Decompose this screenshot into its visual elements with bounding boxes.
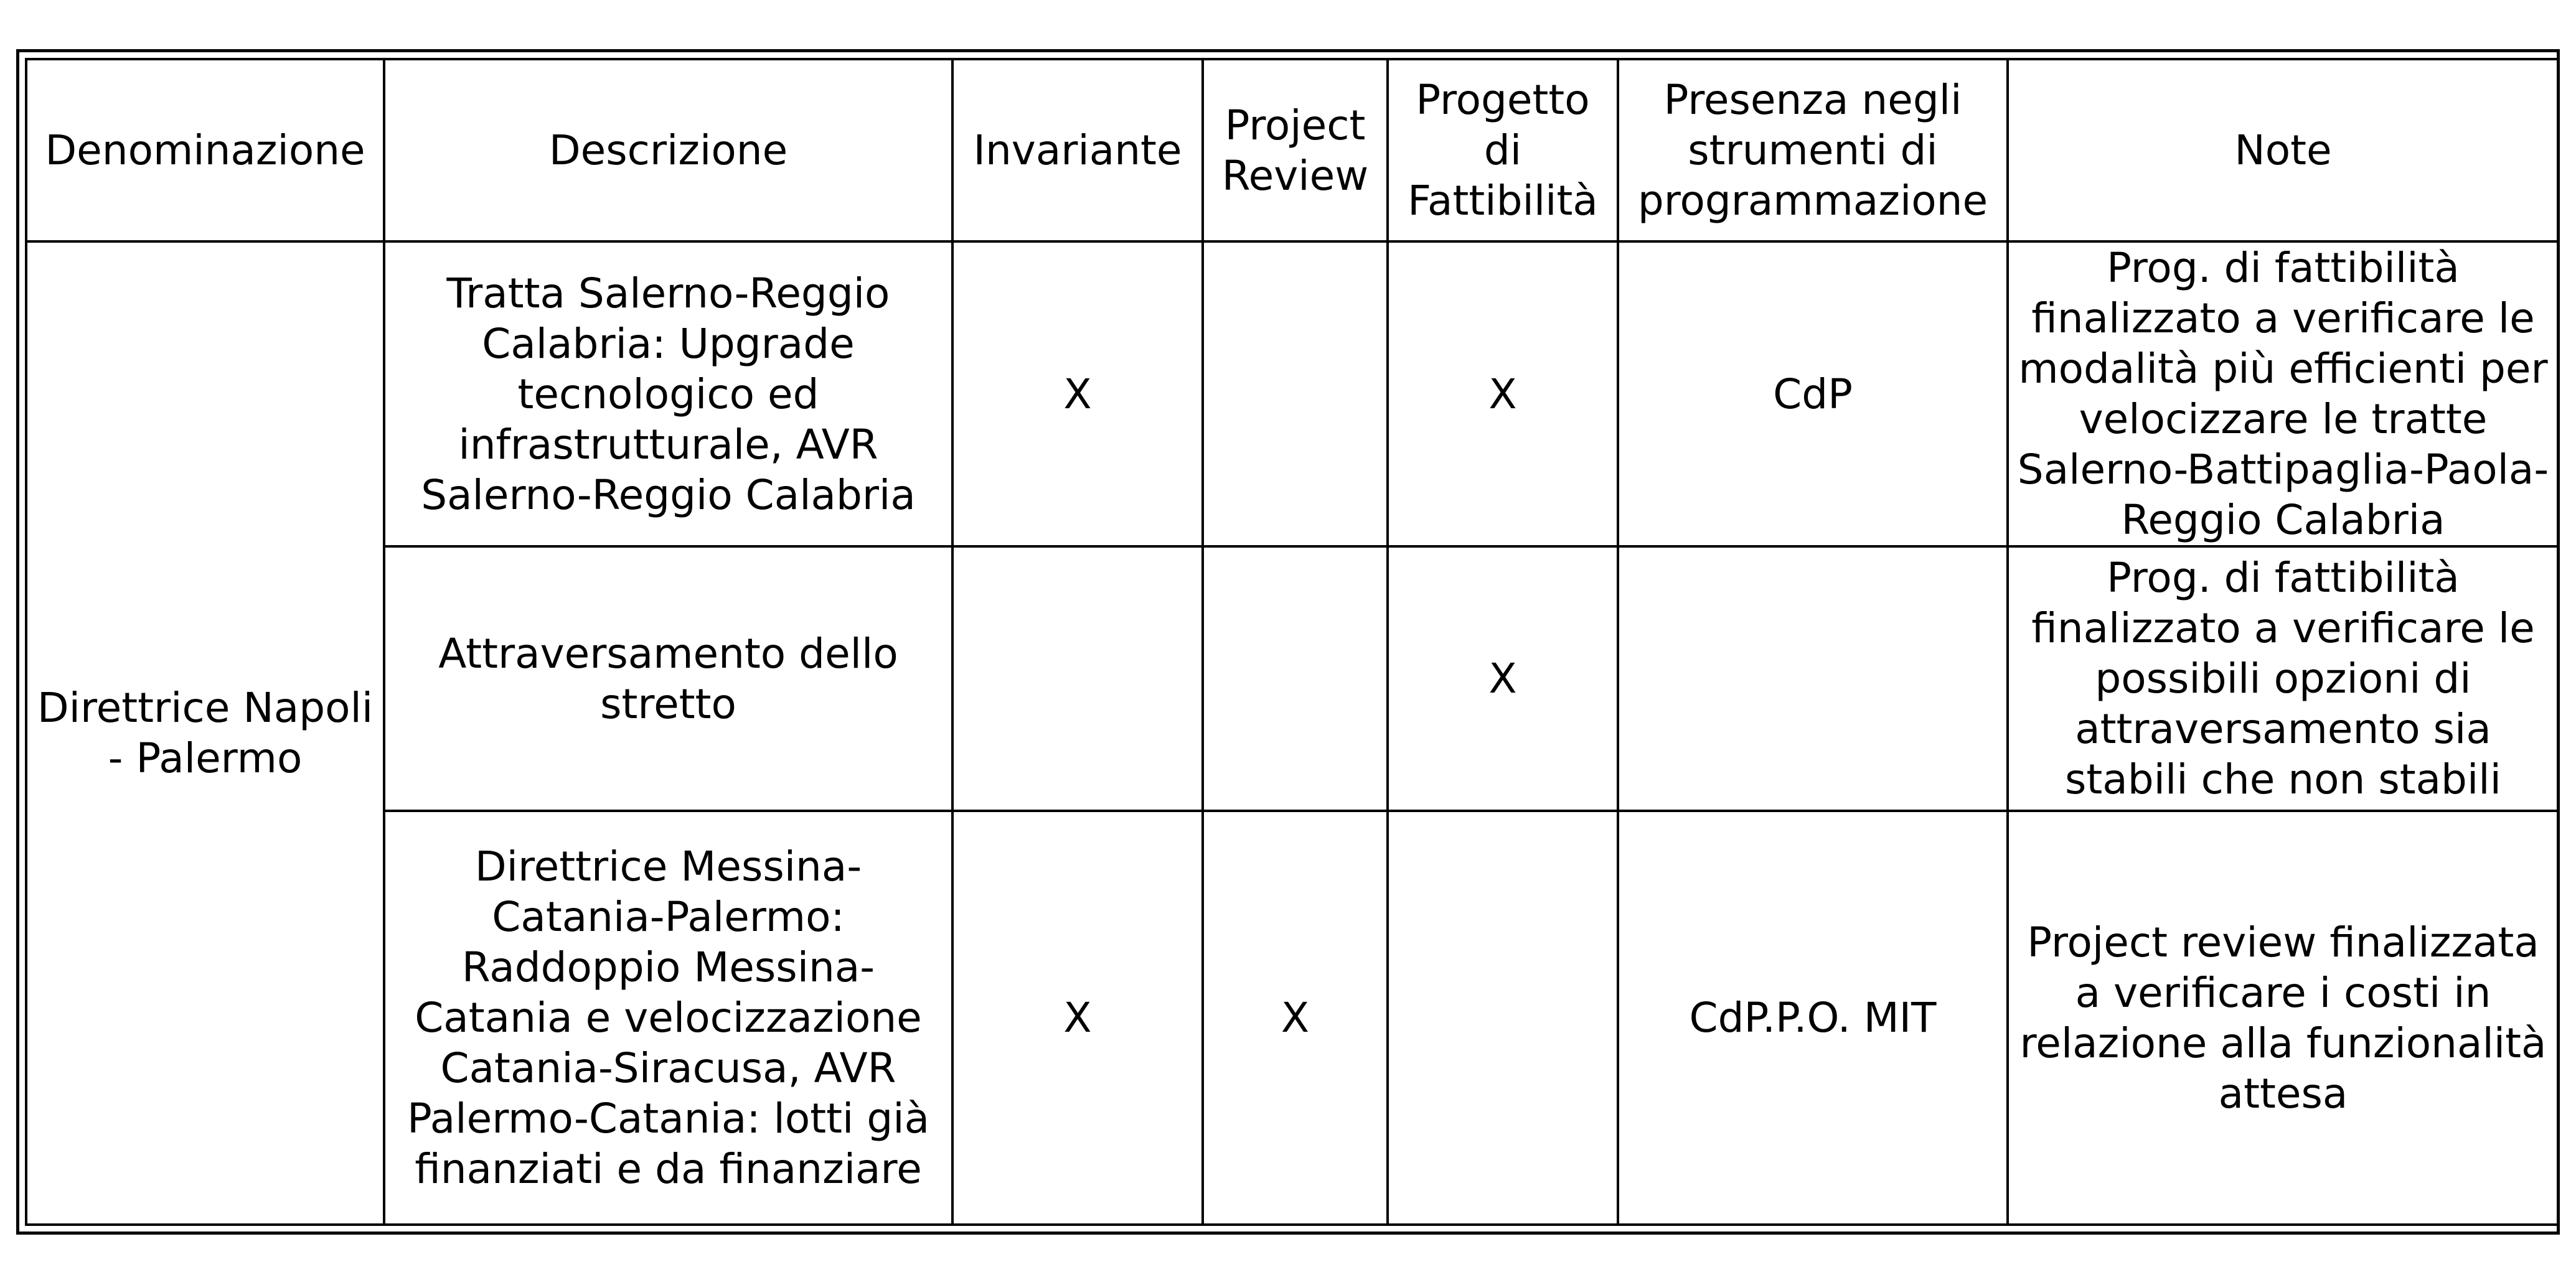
header-descrizione: Descrizione [384,59,952,241]
cell-invariante: X [952,811,1203,1225]
cell-invariante: X [952,241,1203,546]
header-presenza: Presenza negli strumenti di programmazione [1618,59,2008,241]
table-row [26,811,2559,1225]
cell-presenza [1618,546,2008,811]
header-denominazione: Denominazione [26,59,384,241]
cell-progetto-fattibilita [1388,811,1618,1225]
header-project-review: Project Review [1203,59,1388,241]
cell-invariante [952,546,1203,811]
projects-table [25,58,2560,1226]
cell-note: Project review finalizzata a verificare i costi in relazione alla funzionalità attesa [2008,811,2559,1225]
cell-progetto-fattibilita: X [1388,546,1618,811]
cell-descrizione: Attraversamento dello stretto [384,546,952,811]
cell-progetto-fattibilita: X [1388,241,1618,546]
cell-project-review: X [1203,811,1388,1225]
cell-descrizione: Direttrice Messina-Catania-Palermo: Raddoppio Messina-Catania e velocizzazione Catania-Siracusa, AVR Palermo-Catania: lotti già finanziati e da finanziare [384,811,952,1225]
table-row [26,546,2559,811]
table-frame [16,49,2560,1235]
header-progetto-fattibilita: Progetto di Fattibilità [1388,59,1618,241]
header-invariante: Invariante [952,59,1203,241]
header-row [26,59,2559,241]
cell-presenza: CdP.P.O. MIT [1618,811,2008,1225]
table-row [26,241,2559,546]
cell-presenza: CdP [1618,241,2008,546]
cell-descrizione: Tratta Salerno-Reggio Calabria: Upgrade tecnologico ed infrastrutturale, AVR Salerno-Reggio Calabria [384,241,952,546]
cell-note: Prog. di fattibilità finalizzato a verificare le possibili opzioni di attraversamento sia stabili che non stabili [2008,546,2559,811]
group-denominazione: Direttrice Napoli - Palermo [26,241,384,1225]
header-note: Note [2008,59,2559,241]
cell-note: Prog. di fattibilità finalizzato a verificare le modalità più efficienti per velocizzare le tratte Salerno-Battipaglia-Paola-Reggio Calabria [2008,241,2559,546]
cell-project-review [1203,241,1388,546]
cell-project-review [1203,546,1388,811]
